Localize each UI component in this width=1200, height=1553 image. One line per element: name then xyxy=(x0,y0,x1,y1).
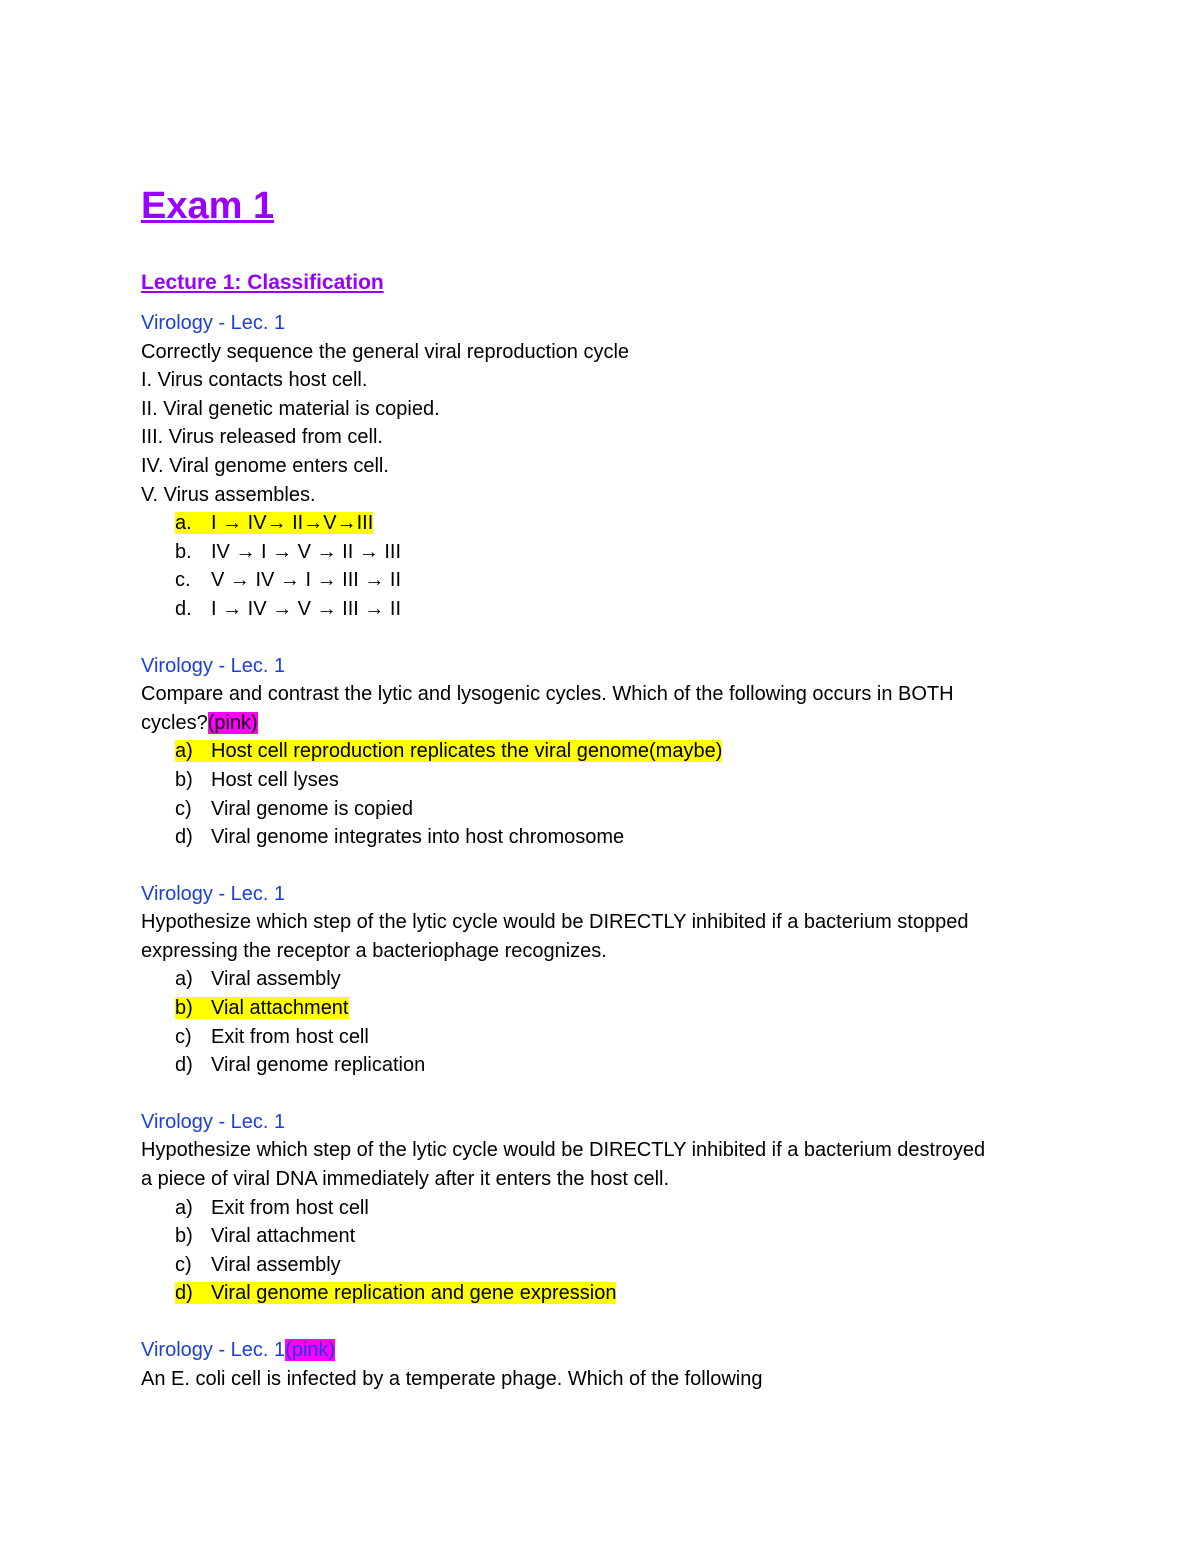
answer-option xyxy=(141,566,1081,595)
question-4 xyxy=(141,1108,1081,1308)
option-label: a) xyxy=(175,968,193,991)
sequence-item: V. Virus assembles. xyxy=(141,483,316,506)
page-title: Exam 1 xyxy=(141,185,275,227)
answer-option xyxy=(141,1051,1081,1080)
answer-option xyxy=(141,1251,1081,1280)
option-text: Viral assembly xyxy=(211,1253,341,1276)
option-label: a) xyxy=(175,1196,193,1219)
document-page xyxy=(141,180,1081,1393)
answer-option xyxy=(141,1222,1081,1251)
option-text: IV → I → V → II → III xyxy=(211,540,402,563)
option-label: a) xyxy=(175,740,193,763)
question-stem: An E. coli cell is infected by a temperate phage. Which of the following xyxy=(141,1367,763,1390)
option-text: Viral genome integrates into host chromosome xyxy=(211,826,625,849)
lecture-heading: Lecture 1: Classification xyxy=(141,271,384,294)
option-text: Host cell lyses xyxy=(211,768,339,791)
question-stem: Compare and contrast the lytic and lysogenic cycles. Which of the following occurs in BOTH xyxy=(141,683,954,706)
option-label: b) xyxy=(175,997,193,1020)
option-text-correct: Viral genome replication and gene expression xyxy=(211,1282,617,1305)
question-3 xyxy=(141,880,1081,1080)
question-stem: Hypothesize which step of the lytic cycle would be DIRECTLY inhibited if a bacterium stopped xyxy=(141,911,969,934)
option-label: b) xyxy=(175,768,193,791)
question-tag: Virology - Lec. 1 xyxy=(141,654,286,677)
pink-mark: (pink) xyxy=(285,1339,336,1361)
pink-mark: (pink) xyxy=(207,711,258,734)
answer-option xyxy=(141,965,1081,994)
answer-option xyxy=(141,1194,1081,1223)
option-text-correct: Host cell reproduction replicates the viral genome(maybe) xyxy=(211,740,723,763)
option-text: Viral genome replication xyxy=(211,1054,426,1077)
answer-option xyxy=(141,538,1081,567)
answer-option xyxy=(141,595,1081,624)
question-5 xyxy=(141,1336,1081,1393)
sequence-item: IV. Viral genome enters cell. xyxy=(141,454,389,477)
option-label: a. xyxy=(175,512,192,535)
question-tag: Virology - Lec. 1 xyxy=(141,1110,286,1133)
option-label: d) xyxy=(175,1054,193,1077)
answer-option xyxy=(141,766,1081,795)
option-label: c) xyxy=(175,797,192,820)
question-tag: Virology - Lec. 1 xyxy=(141,882,286,905)
question-tag: Virology - Lec. 1 xyxy=(141,312,286,334)
question-stem xyxy=(141,709,1081,738)
option-text: Viral assembly xyxy=(211,968,341,991)
answer-option xyxy=(141,823,1081,852)
option-label: b) xyxy=(175,1225,193,1248)
sequence-item: II. Viral genetic material is copied. xyxy=(141,397,440,420)
question-stem: a piece of viral DNA immediately after it enters the host cell. xyxy=(141,1168,670,1191)
option-label: d) xyxy=(175,826,193,849)
answer-option xyxy=(141,795,1081,824)
option-label: b. xyxy=(175,540,192,563)
question-stem-end: cycles? xyxy=(141,711,208,734)
question-stem: Correctly sequence the general viral reproduction cycle xyxy=(141,340,630,363)
question-stem: Hypothesize which step of the lytic cycle would be DIRECTLY inhibited if a bacterium destroyed xyxy=(141,1139,986,1162)
question-2 xyxy=(141,652,1081,852)
option-text: V → IV → I → III → II xyxy=(211,569,402,592)
option-text-correct: Vial attachment xyxy=(211,997,349,1020)
option-label: d) xyxy=(175,1282,193,1305)
option-text: Exit from host cell xyxy=(211,1196,369,1219)
option-label: c) xyxy=(175,1253,192,1276)
question-1 xyxy=(141,309,1081,624)
option-label: d. xyxy=(175,597,192,620)
sequence-item: I. Virus contacts host cell. xyxy=(141,369,368,392)
option-label: c) xyxy=(175,1025,192,1048)
option-text-correct: I → IV→ II→V→III xyxy=(211,512,374,535)
question-stem: expressing the receptor a bacteriophage recognizes. xyxy=(141,939,607,962)
answer-option xyxy=(141,994,1081,1023)
option-text: Viral attachment xyxy=(211,1225,356,1248)
option-label: c. xyxy=(175,569,191,592)
answer-option xyxy=(141,1023,1081,1052)
answer-option xyxy=(141,509,1081,538)
question-tag xyxy=(141,1336,1081,1365)
sequence-item: III. Virus released from cell. xyxy=(141,426,383,449)
option-text: I → IV → V → III → II xyxy=(211,597,402,620)
option-text: Viral genome is copied xyxy=(211,797,413,820)
question-tag-text: Virology - Lec. 1 xyxy=(141,1339,286,1361)
option-text: Exit from host cell xyxy=(211,1025,369,1048)
answer-option xyxy=(141,737,1081,766)
answer-option xyxy=(141,1279,1081,1308)
